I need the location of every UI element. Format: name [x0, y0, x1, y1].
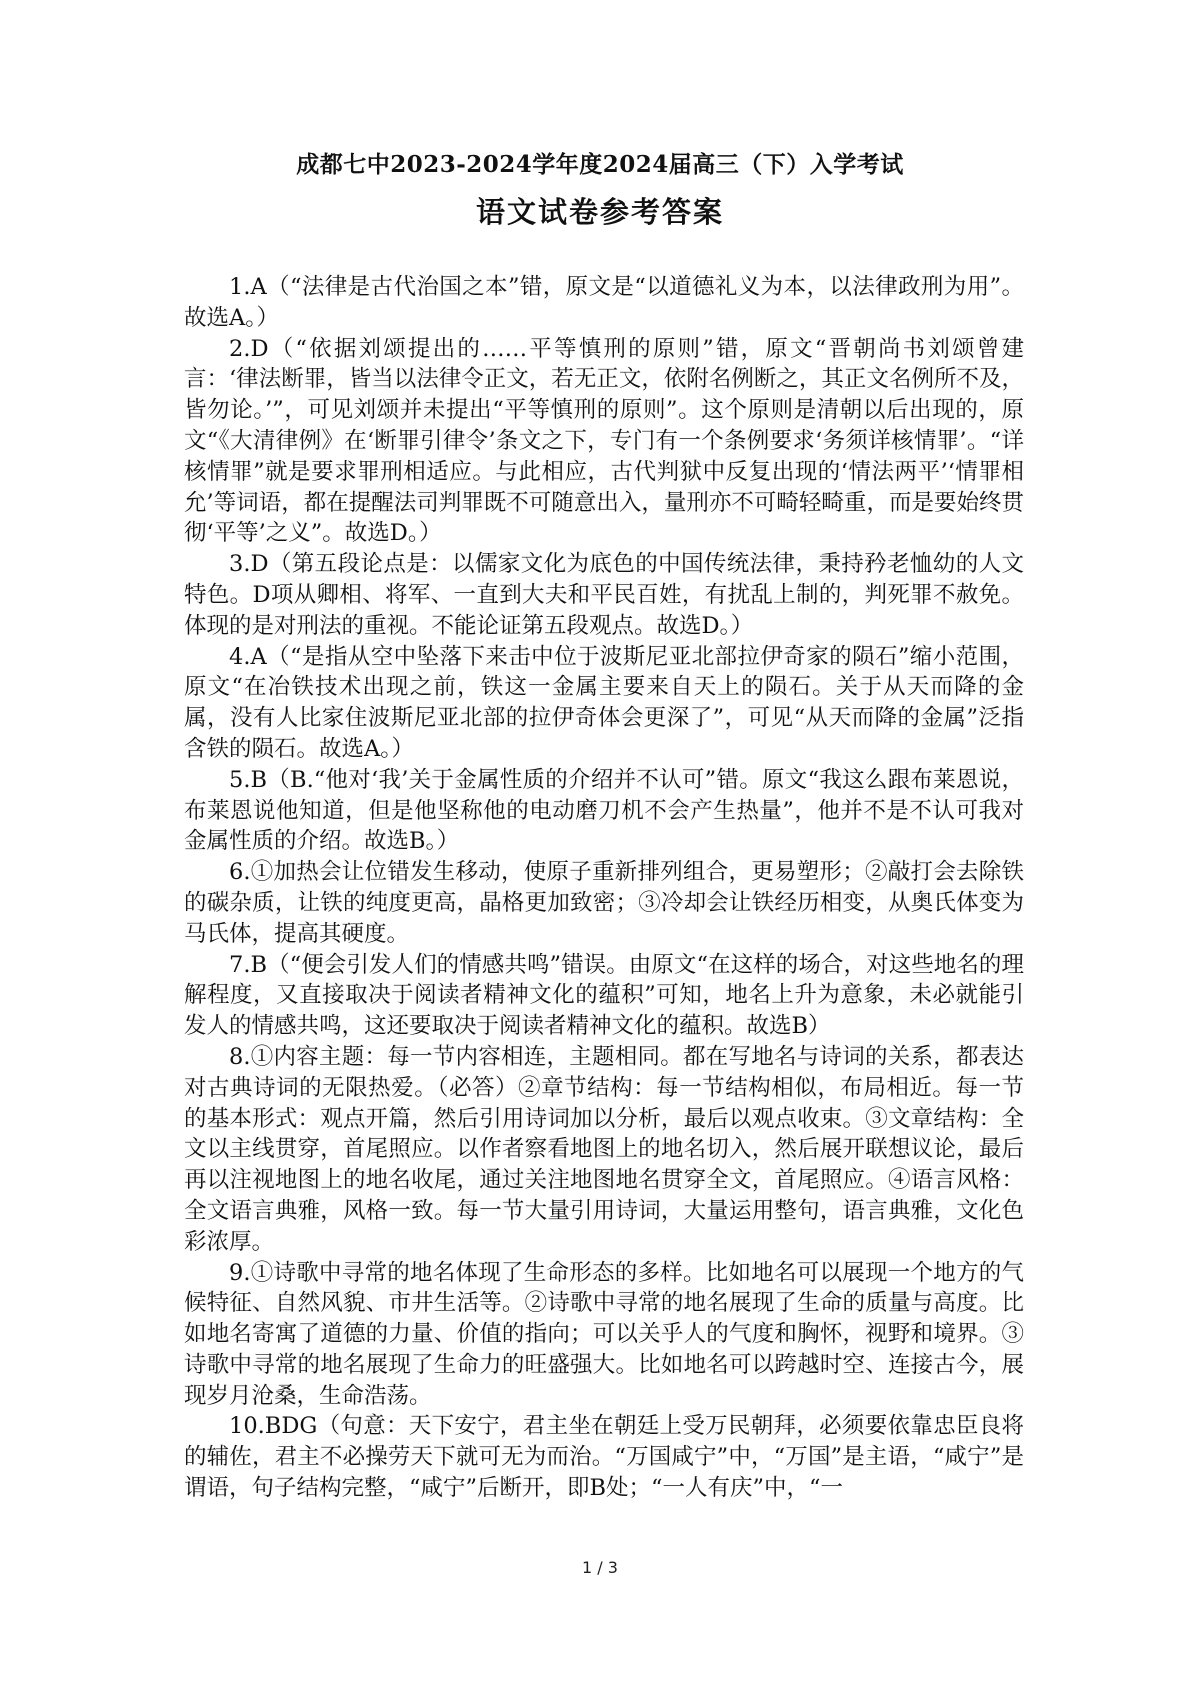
answer-item-4: 4.A（“是指从空中坠落下来击中位于波斯尼亚北部拉伊奇家的陨石”缩小范围，原文“在冶铁技术出现之前，铁这一金属主要来自天上的陨石。关于从天而降的金属，没有人比家住波斯尼亚北部的拉伊奇体会更深了”，可见“从天而降的金属”泛指含铁的陨石。故选A。）: [184, 643, 1024, 762]
answer-item-10: 10.BDG（句意：天下安宁，君主坐在朝廷上受万民朝拜，必须要依靠忠臣良将的辅佐，君主不必操劳天下就可无为而治。“万国咸宁”中，“万国”是主语，“咸宁”是谓语，句子结构完整，“咸宁”后断开，即B处；“一人有庆”中，“一: [184, 1413, 1024, 1502]
answer-item-6: 6.①加热会让位错发生移动，使原子重新排列组合，更易塑形；②敲打会去除铁的碳杂质，让铁的纯度更高，晶格更加致密；③冷却会让铁经历相变，从奥氏体变为马氏体，提高其硬度。: [184, 859, 1024, 947]
answer-item-1: 1.A（“法律是古代治国之本”错，原文是“以道德礼义为本，以法律政刑为用”。故选A。）: [184, 274, 1024, 331]
exam-title: 成都七中2023-2024学年度2024届高三（下）入学考试: [296, 151, 904, 178]
answer-item-2: 2.D（“依据刘颂提出的……平等慎刑的原则”错，原文“晋朝尚书刘颂曾建言：‘律法断罪，皆当以法律令正文，若无正文，依附名例断之，其正文名例所不及，皆勿论。’”，可见刘颂并未提出“平等慎刑的原则”。这个原则是清朝以后出现的，原文“《大清律例》在‘断罪引律令’条文之下，专门有一个条例要求‘务须详核情罪’。“详核情罪”就是要求罪刑相适应。与此相应，古代判狱中反复出现的‘情法两平’‘情罪相允’等词语，都在提醒法司判罪既不可随意出入，量刑亦不可畸轻畸重，而是要始终贯彻‘平等’之义”。故选D。）: [184, 335, 1024, 547]
answer-item-7: 7.B（“便会引发人们的情感共鸣”错误。由原文“在这样的场合，对这些地名的理解程度，又直接取决于阅读者精神文化的蕴积”可知，地名上升为意象，未必就能引发人的情感共鸣，这还要取决于阅读者精神文化的蕴积。故选B）: [184, 951, 1024, 1040]
page-number: 1 / 3: [582, 1558, 618, 1577]
answer-list: [184, 272, 1024, 1504]
answer-item-5: 5.B（B.“他对‘我’关于金属性质的介绍并不认可”错。原文“我这么跟布莱恩说，布莱恩说他知道，但是他坚称他的电动磨刀机不会产生热量”，他并不是不认可我对金属性质的介绍。故选B。）: [184, 766, 1024, 855]
document-subtitle: 语文试卷参考答案: [475, 195, 724, 229]
answer-item-9: 9.①诗歌中寻常的地名体现了生命形态的多样。比如地名可以展现一个地方的气候特征、自然风貌、市井生活等。②诗歌中寻常的地名展现了生命的质量与高度。比如地名寄寓了道德的力量、价值的指向；可以关乎人的气度和胸怀，视野和境界。③诗歌中寻常的地名展现了生命力的旺盛强大。比如地名可以跨越时空、连接古今，展现岁月沧桑，生命浩荡。: [184, 1259, 1024, 1409]
answer-item-3: 3.D（第五段论点是：以儒家文化为底色的中国传统法律，秉持矜老恤幼的人文特色。D项从卿相、将军、一直到大夫和平民百姓，有扰乱上制的，判死罪不赦免。体现的是对刑法的重视。不能论证第五段观点。故选D。）: [184, 551, 1024, 639]
answer-item-8: 8.①内容主题：每一节内容相连，主题相同。都在写地名与诗词的关系，都表达对古典诗词的无限热爱。（必答）②章节结构：每一节结构相似，布局相近。每一节的基本形式：观点开篇，然后引用诗词加以分析，最后以观点收束。③文章结构：全文以主线贯穿，首尾照应。以作者察看地图上的地名切入，然后展开联想议论，最后再以注视地图上的地名收尾，通过关注地图地名贯穿全文，首尾照应。④语言风格：全文语言典雅，风格一致。每一节大量引用诗词，大量运用整句，语言典雅，文化色彩浓厚。: [184, 1043, 1024, 1255]
